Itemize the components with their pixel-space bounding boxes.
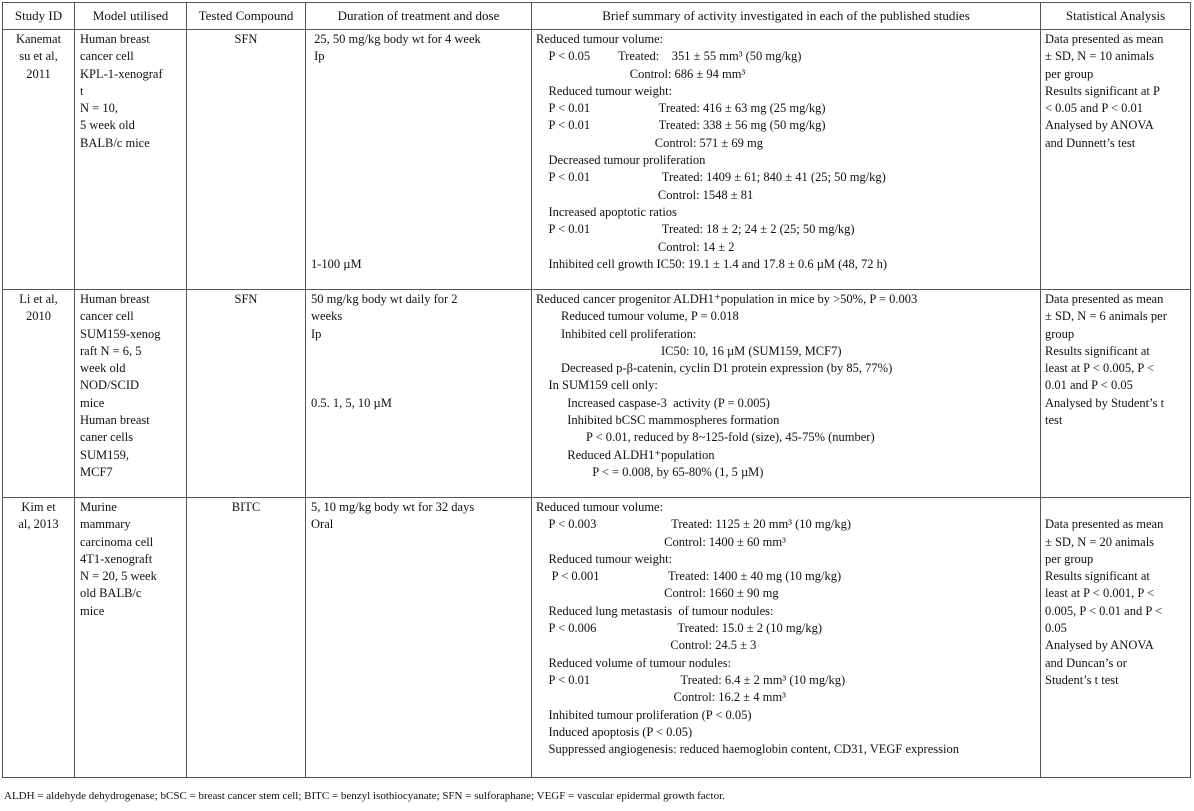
cell-line: per group xyxy=(1045,66,1094,81)
cell-line: Analysed by Student’s t xyxy=(1045,395,1165,410)
cell-line: P < 0.01 Treated: 338 ± 56 mg (50 mg/kg) xyxy=(536,118,826,133)
cell-line: mice xyxy=(80,395,105,410)
cell-line: Data presented as mean xyxy=(1045,32,1164,46)
cell-line: Kim et xyxy=(21,500,56,514)
duration-cell xyxy=(306,498,532,778)
cell-line: Data presented as mean xyxy=(1045,517,1164,532)
cell-line: su et al, xyxy=(19,49,58,64)
cell-line xyxy=(306,204,531,221)
cell-line: mice xyxy=(80,603,105,618)
cell-line: 1-100 µM xyxy=(311,256,362,271)
cell-line: 0.01 and P < 0.05 xyxy=(1045,378,1133,393)
cell-line: t xyxy=(80,83,84,98)
cell-line: Control: 14 ± 2 xyxy=(536,239,735,254)
cell-line: BALB/c mice xyxy=(80,135,150,150)
cell-line: cancer cell xyxy=(80,49,134,64)
cell-line xyxy=(306,239,531,256)
cell-line xyxy=(306,377,531,394)
cell-line: Inhibited cell proliferation: xyxy=(536,326,697,341)
cell-line: Inhibited bCSC mammospheres formation xyxy=(536,413,780,428)
cell-line: Ip xyxy=(311,326,322,341)
cell-line: ± SD, N = 6 animals per xyxy=(1045,309,1167,324)
cell-line: NOD/SCID xyxy=(80,378,140,393)
cell-line: Results significant at P xyxy=(1045,83,1160,98)
cell-line: ± SD, N = 10 animals xyxy=(1045,49,1155,64)
cell-line: carcinoma cell xyxy=(80,534,154,549)
cell-line: 0.05 xyxy=(1045,621,1067,636)
cell-line: Human breast xyxy=(80,32,150,46)
cell-line: SUM159-xenog xyxy=(80,326,161,341)
model-cell xyxy=(75,498,187,778)
cell-line: P < 0.003 Treated: 1125 ± 20 mm³ (10 mg/kg) xyxy=(536,517,851,532)
cell-line: Control: 686 ± 94 mm³ xyxy=(536,66,746,81)
study-table-wrapper xyxy=(2,2,1190,778)
cell-line: Results significant at xyxy=(1045,343,1150,358)
cell-line: SFN xyxy=(234,32,258,46)
cell-line: P < 0.006 Treated: 15.0 ± 2 (10 mg/kg) xyxy=(536,621,823,636)
study-id-cell xyxy=(3,498,75,778)
cell-line: 2010 xyxy=(26,309,51,324)
cell-line: least at P < 0.001, P < xyxy=(1045,586,1155,601)
compound-cell xyxy=(187,30,306,290)
cell-line xyxy=(306,117,531,134)
header-duration: Duration of treatment and dose xyxy=(306,3,532,30)
cell-line: Reduced tumour volume: xyxy=(536,500,664,514)
cell-line: Increased apoptotic ratios xyxy=(536,204,677,219)
table-body xyxy=(3,30,1191,778)
cell-line: 4T1-xenograft xyxy=(80,551,153,566)
cell-line xyxy=(306,169,531,186)
cell-line: P < 0.01 Treated: 6.4 ± 2 mm³ (10 mg/kg) xyxy=(536,672,846,687)
cell-line: group xyxy=(1045,326,1075,341)
cell-line: cancer cell xyxy=(80,309,134,324)
table-row xyxy=(3,30,1191,290)
cell-line: test xyxy=(1045,413,1063,428)
cell-line: Control: 1660 ± 90 mg xyxy=(536,586,779,601)
model-cell xyxy=(75,290,187,498)
cell-line xyxy=(306,221,531,238)
cell-line: Human breast xyxy=(80,413,150,428)
cell-line: Induced apoptosis (P < 0.05) xyxy=(536,724,693,739)
header-statistics: Statistical Analysis xyxy=(1041,3,1191,30)
cell-line: P < 0.01, reduced by 8~125-fold (size), 45-75% (number) xyxy=(536,430,875,445)
cell-line: Reduced tumour volume: xyxy=(536,32,664,46)
cell-line: Ip xyxy=(311,49,325,64)
duration-cell xyxy=(306,30,532,290)
cell-line: Control: 1400 ± 60 mm³ xyxy=(536,534,786,549)
cell-line: Control: 571 ± 69 mg xyxy=(536,135,764,150)
cell-line: In SUM159 cell only: xyxy=(536,378,658,393)
compound-cell xyxy=(187,290,306,498)
cell-line: Suppressed angiogenesis: reduced haemoglobin content, CD31, VEGF expression xyxy=(536,742,959,757)
header-summary: Brief summary of activity investigated in each of the published studies xyxy=(532,3,1041,30)
cell-line: mammary xyxy=(80,517,131,532)
statistics-cell xyxy=(1041,30,1191,290)
cell-line: Reduced tumour weight: xyxy=(536,551,673,566)
cell-line: < 0.05 and P < 0.01 xyxy=(1045,101,1144,116)
cell-line: BITC xyxy=(231,500,261,514)
cell-line: MCF7 xyxy=(80,464,113,479)
cell-line: Control: 1548 ± 81 xyxy=(536,187,754,202)
cell-line: N = 10, xyxy=(80,101,118,116)
cell-line: N = 20, 5 week xyxy=(80,569,157,584)
cell-line: Decreased tumour proliferation xyxy=(536,153,706,168)
cell-line: 0.5. 1, 5, 10 µM xyxy=(311,395,392,410)
cell-line xyxy=(1041,499,1190,516)
summary-cell xyxy=(532,290,1041,498)
cell-line: old BALB/c xyxy=(80,586,142,601)
cell-line: P < 0.01 Treated: 18 ± 2; 24 ± 2 (25; 50 mg/kg) xyxy=(536,222,855,237)
cell-line: Inhibited cell growth IC50: 19.1 ± 1.4 and 17.8 ± 0.6 µM (48, 72 h) xyxy=(536,256,888,271)
header-compound: Tested Compound xyxy=(187,3,306,30)
cell-line: al, 2013 xyxy=(18,517,59,532)
cell-line: Data presented as mean xyxy=(1045,292,1164,306)
summary-cell xyxy=(532,498,1041,778)
cell-line: caner cells xyxy=(80,430,134,445)
cell-line: KPL-1-xenograf xyxy=(80,66,163,81)
cell-line xyxy=(306,83,531,100)
cell-line: week old xyxy=(80,361,126,376)
cell-line: Reduced cancer progenitor ALDH1⁺population in mice by >50%, P = 0.003 xyxy=(536,292,918,306)
compound-cell xyxy=(187,498,306,778)
cell-line: Control: 16.2 ± 4 mm³ xyxy=(536,690,786,705)
cell-line: Reduced tumour weight: xyxy=(536,83,673,98)
cell-line: and Dunnett’s test xyxy=(1045,135,1136,150)
cell-line: 2011 xyxy=(26,66,51,81)
cell-line: Oral xyxy=(311,517,334,532)
cell-line: Inhibited tumour proliferation (P < 0.05) xyxy=(536,707,752,722)
cell-line: Student’s t test xyxy=(1045,672,1119,687)
study-table xyxy=(2,2,1191,778)
cell-line xyxy=(306,360,531,377)
table-footnote: ALDH = aldehyde dehydrogenase; bCSC = breast cancer stem cell; BITC = benzyl isothiocyanate; SFN = sulforaphane; VEGF = vascular epidermal growth factor. xyxy=(4,790,725,802)
cell-line: least at P < 0.005, P < xyxy=(1045,361,1155,376)
table-row xyxy=(3,290,1191,498)
cell-line: 5, 10 mg/kg body wt for 32 days xyxy=(311,500,475,514)
cell-line xyxy=(306,343,531,360)
cell-line: Analysed by ANOVA xyxy=(1045,118,1154,133)
cell-line: ± SD, N = 20 animals xyxy=(1045,534,1155,549)
cell-line: Reduced lung metastasis of tumour nodules: xyxy=(536,603,774,618)
study-id-cell xyxy=(3,30,75,290)
cell-line: 50 mg/kg body wt daily for 2 xyxy=(311,292,458,306)
cell-line xyxy=(306,135,531,152)
cell-line: 25, 50 mg/kg body wt for 4 week xyxy=(311,32,481,46)
cell-line: IC50: 10, 16 µM (SUM159, MCF7) xyxy=(536,343,842,358)
cell-line: Murine xyxy=(80,500,117,514)
cell-line: Results significant at xyxy=(1045,569,1150,584)
cell-line: Control: 24.5 ± 3 xyxy=(536,638,757,653)
statistics-cell xyxy=(1041,498,1191,778)
cell-line: 0.005, P < 0.01 and P < xyxy=(1045,603,1162,618)
table-row xyxy=(3,498,1191,778)
header-model: Model utilised xyxy=(75,3,187,30)
cell-line: per group xyxy=(1045,551,1094,566)
cell-line xyxy=(306,152,531,169)
cell-line xyxy=(306,187,531,204)
cell-line: P < 0.001 Treated: 1400 ± 40 mg (10 mg/kg) xyxy=(536,569,842,584)
cell-line: P < 0.01 Treated: 1409 ± 61; 840 ± 41 (25; 50 mg/kg) xyxy=(536,170,886,185)
cell-line: Human breast xyxy=(80,292,150,306)
cell-line: Reduced ALDH1⁺population xyxy=(536,447,715,462)
study-id-cell xyxy=(3,290,75,498)
duration-cell xyxy=(306,290,532,498)
header-study-id: Study ID xyxy=(3,3,75,30)
statistics-cell xyxy=(1041,290,1191,498)
cell-line: SFN xyxy=(234,292,258,306)
cell-line xyxy=(306,100,531,117)
cell-line: Decreased p-β-catenin, cyclin D1 protein expression (by 85, 77%) xyxy=(536,361,893,376)
cell-line: P < = 0.008, by 65-80% (1, 5 µM) xyxy=(536,464,764,479)
cell-line: 5 week old xyxy=(80,118,135,133)
cell-line: and Duncan’s or xyxy=(1045,655,1127,670)
cell-line: Reduced tumour volume, P = 0.018 xyxy=(536,309,739,324)
cell-line xyxy=(306,66,531,83)
cell-line: P < 0.01 Treated: 416 ± 63 mg (25 mg/kg) xyxy=(536,101,826,116)
cell-line: raft N = 6, 5 xyxy=(80,343,142,358)
cell-line: Reduced volume of tumour nodules: xyxy=(536,655,732,670)
cell-line: Li et al, xyxy=(19,292,58,306)
cell-line: weeks xyxy=(311,309,343,324)
model-cell xyxy=(75,30,187,290)
cell-line: SUM159, xyxy=(80,447,129,462)
cell-line: P < 0.05 Treated: 351 ± 55 mm³ (50 mg/kg) xyxy=(536,49,802,64)
cell-line: Kanemat xyxy=(15,32,62,46)
cell-line: Analysed by ANOVA xyxy=(1045,638,1154,653)
table-header-row xyxy=(3,3,1191,30)
cell-line: Increased caspase-3 activity (P = 0.005) xyxy=(536,395,770,410)
summary-cell xyxy=(532,30,1041,290)
